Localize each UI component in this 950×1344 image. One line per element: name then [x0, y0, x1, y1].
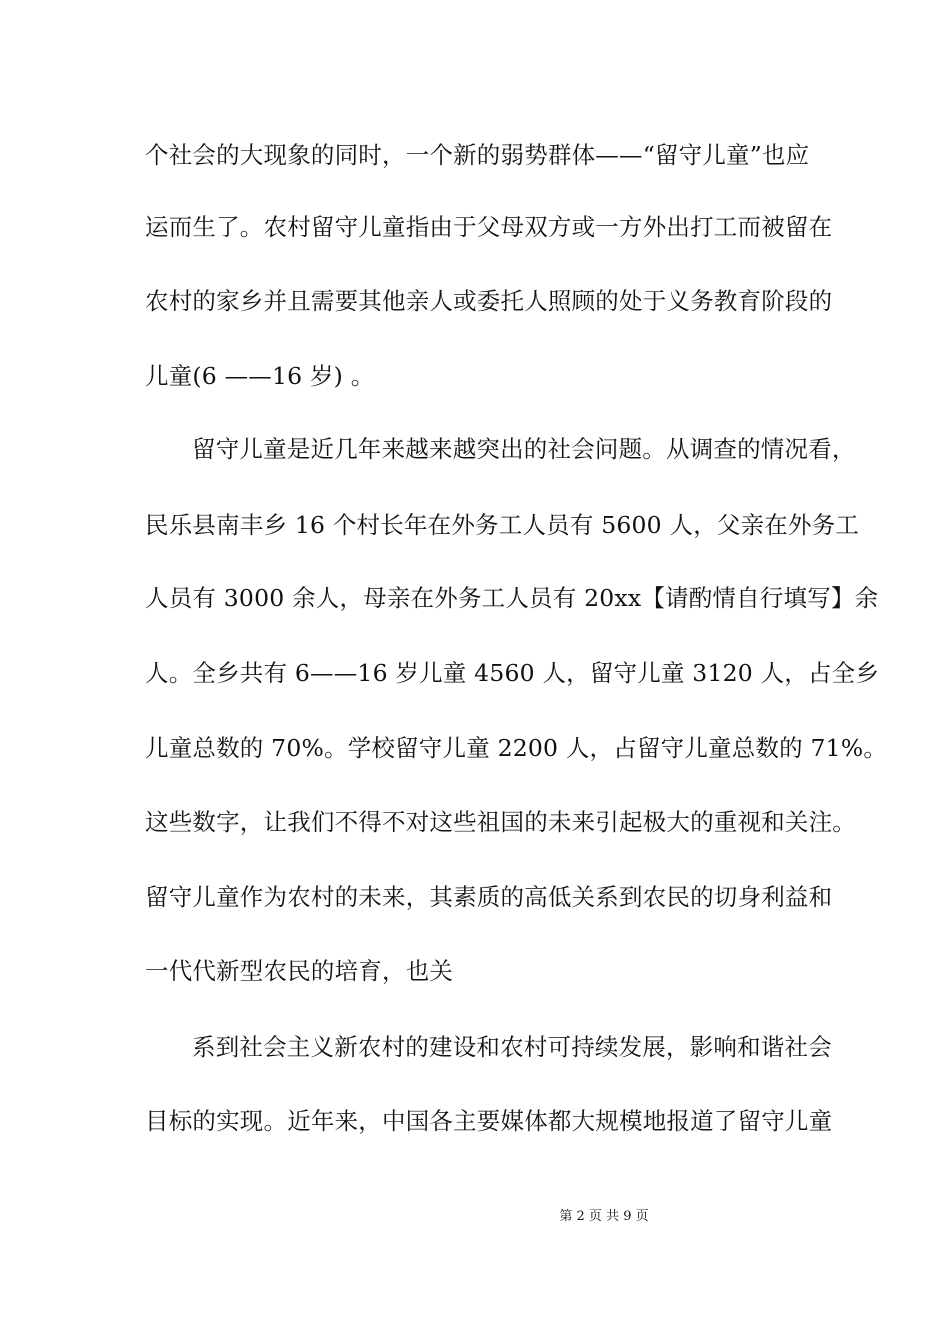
text-line: 系到社会主义新农村的建设和农村可持续发展，影响和谐社会 — [192, 1033, 832, 1061]
text-line: 个社会的大现象的同时，一个新的弱势群体——“留守儿童”也应 — [145, 141, 810, 169]
text-line: 这些数字，让我们不得不对这些祖国的未来引起极大的重视和关注。 — [145, 808, 856, 836]
text-line: 留守儿童是近几年来越来越突出的社会问题。从调查的情况看， — [192, 435, 856, 463]
text-line: 农村的家乡并且需要其他亲人或委托人照顾的处于义务教育阶段的 — [145, 287, 833, 315]
text-line: 目标的实现。近年来，中国各主要媒体都大规模地报道了留守儿童 — [145, 1107, 833, 1135]
text-line: 民乐县南丰乡 16 个村长年在外务工人员有 5600 人，父亲在外务工 — [145, 511, 860, 539]
text-line: 人。全乡共有 6——16 岁儿童 4560 人，留守儿童 3120 人，占全乡 — [145, 659, 880, 687]
text-line: 一代代新型农民的培育，也关 — [145, 957, 454, 985]
text-line: 留守儿童作为农村的未来，其素质的高低关系到农民的切身利益和 — [145, 883, 833, 911]
text-line: 儿童(6 ——16 岁) 。 — [145, 362, 375, 390]
text-line: 运而生了。农村留守儿童指由于父母双方或一方外出打工而被留在 — [145, 213, 833, 241]
text-line: 儿童总数的 70%。学校留守儿童 2200 人，占留守儿童总数的 71%。 — [145, 734, 888, 762]
text-line: 人员有 3000 余人，母亲在外务工人员有 20xx【请酌情自行填写】余 — [145, 584, 879, 612]
page-footer: 第 2 页 共 9 页 — [559, 1209, 649, 1224]
